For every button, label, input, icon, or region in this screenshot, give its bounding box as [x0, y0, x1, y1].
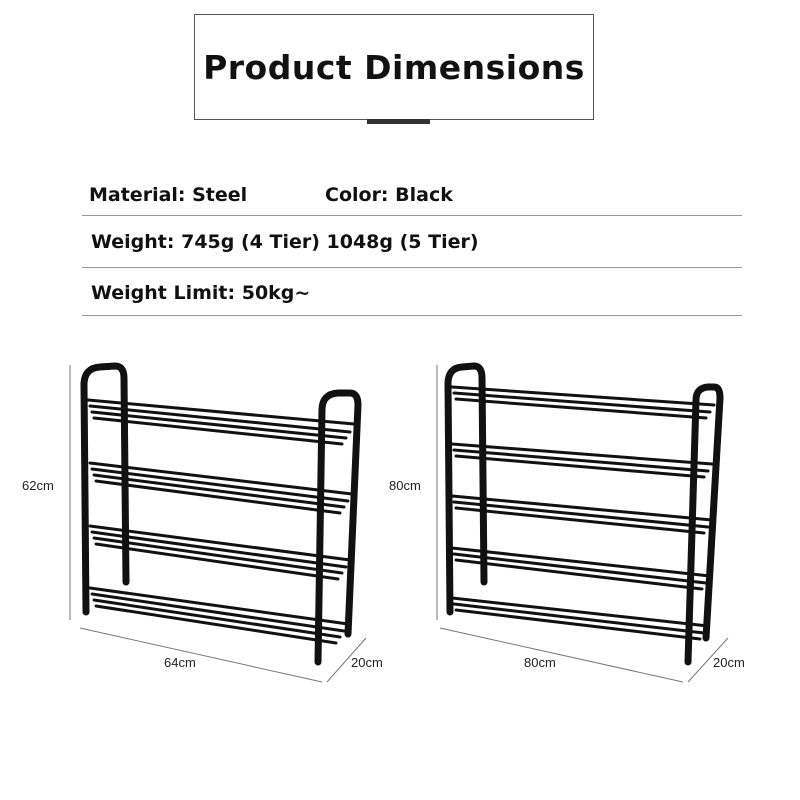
shelf — [452, 387, 714, 418]
rack-4-width-label: 64cm — [164, 655, 196, 670]
spec-weight-limit: Weight Limit: 50kg~ — [91, 282, 311, 304]
shelf — [452, 598, 708, 639]
rack-5-height-label: 80cm — [389, 478, 421, 493]
rack-4-depth-label: 20cm — [351, 655, 383, 670]
rack-5-width-label: 80cm — [524, 655, 556, 670]
shelf — [452, 548, 710, 589]
rack-4-height-label: 62cm — [22, 478, 54, 493]
shelf — [452, 496, 712, 533]
spec-material: Material: Steel — [89, 184, 248, 206]
spec-color: Color: Black — [325, 184, 453, 206]
page-title: Product Dimensions — [203, 47, 585, 87]
rack-5-depth-label: 20cm — [713, 655, 745, 670]
shelf — [452, 444, 712, 477]
rack-post — [448, 366, 484, 612]
spec-weight: Weight: 745g (4 Tier) 1048g (5 Tier) — [91, 231, 479, 253]
